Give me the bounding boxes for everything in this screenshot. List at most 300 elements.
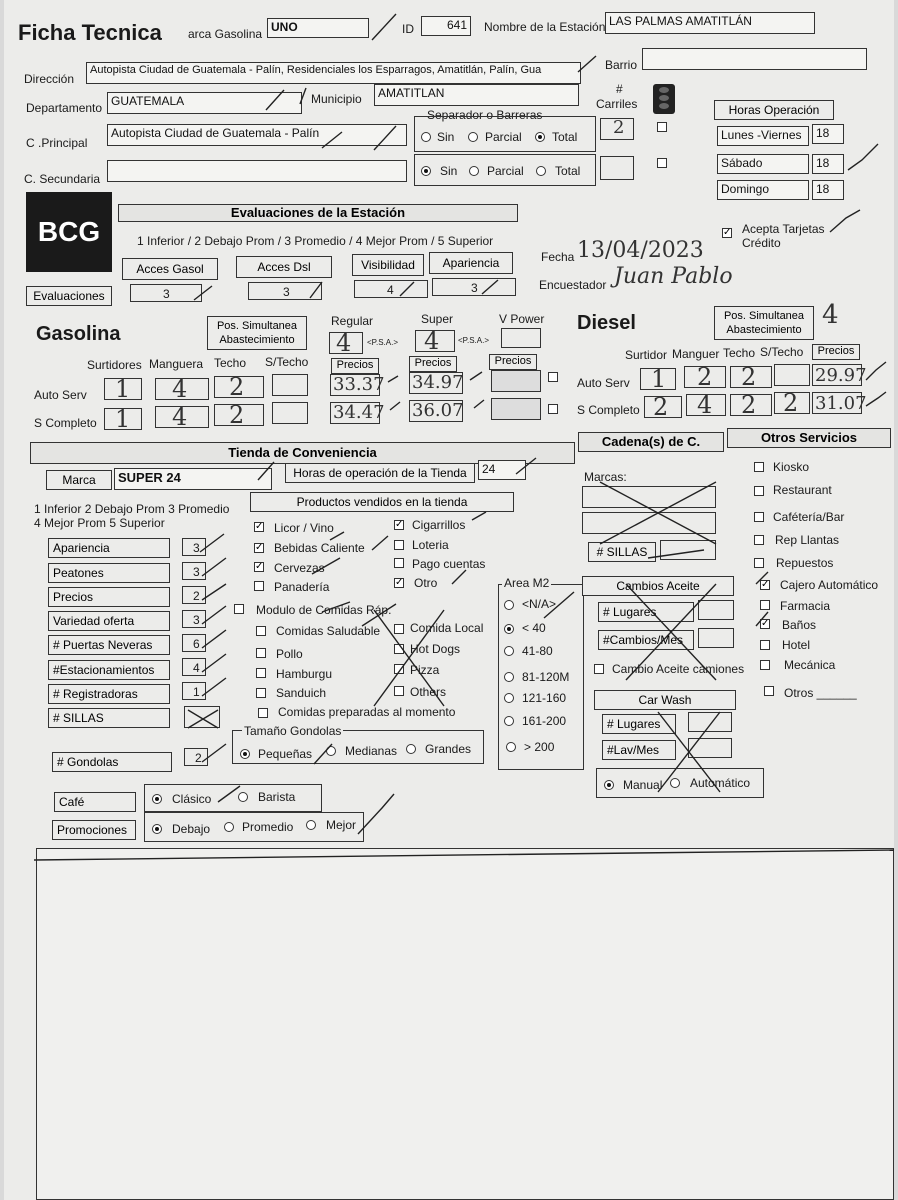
separador-secundaria-parcial-radio[interactable] [469,166,479,176]
panaderia-checkbox[interactable] [254,581,264,591]
opt-parcial-1: Parcial [485,130,522,144]
opt-sin-1: Sin [437,130,455,144]
banos-checkbox[interactable]: ✓ [761,618,770,629]
separador-label: Separador o Barreras [427,108,543,122]
tamano-label: Tamaño Gondolas [244,724,342,738]
col-manguera: Manguera [149,357,204,371]
domingo-hours[interactable]: 18 [812,180,844,200]
cafe-label: Café [54,792,136,812]
acepta-tarjetas-label: Acepta Tarjetas [742,222,825,236]
rating-estacionamientos-field[interactable] [182,658,206,676]
mecanica-label: Mecánica [784,658,836,672]
rating-registradoras-field[interactable] [182,682,206,700]
gas-auto-checkbox[interactable] [548,372,558,382]
comments-area[interactable] [36,848,894,1200]
regular-label: Regular [331,314,374,328]
rating-puertas-label: # Puertas Neveras [48,635,170,655]
repuestos-label: Repuestos [776,556,834,570]
evaluaciones-header: Evaluaciones de la Estación [118,204,518,222]
psa-super: <P.S.A.> [458,336,489,345]
diesel-auto-techo[interactable] [730,363,772,391]
acepta-tarjetas-checkbox[interactable]: ✓ [723,227,732,238]
hamburgu-label: Hamburgu [276,667,333,681]
promociones-label: Promociones [52,820,136,840]
encuestador-value[interactable]: Juan Pablo [614,264,733,289]
promo-promedio-radio[interactable] [224,822,234,832]
otros-servicios-header: Otros Servicios [727,428,891,448]
gasolina-pos-sim-line2: Abastecimiento [219,334,295,346]
gas-completo-techo[interactable] [214,401,264,429]
psa-regular: <P.S.A.> [367,338,398,347]
diesel-completo-stecho[interactable] [774,389,810,417]
tienda-scale-2: 4 Mejor Prom 5 Superior [34,516,165,530]
comidas-preparadas-checkbox[interactable] [258,708,268,718]
gas-auto-surtidores[interactable] [104,375,142,403]
modulo-comidas-label: Modulo de Comidas Ráp. [256,603,392,617]
gasolina-title: Gasolina [36,323,121,345]
gas-completo-super-price[interactable] [409,400,463,422]
area-121-160-radio[interactable] [504,693,514,703]
diesel-pos-sim-line2: Abastecimiento [726,324,802,336]
gas-auto-stecho[interactable] [272,374,308,396]
comidas-preparadas-label: Comidas preparadas al momento [278,705,456,719]
diesel-precios-header: Precios [812,344,860,360]
otros-checkbox[interactable] [764,686,774,696]
tienda-horas-field[interactable]: 24 [478,460,526,480]
cadena-sillas-label: # SILLAS [588,542,656,562]
gas-completo-manguera-value: 4 [172,403,188,431]
gas-completo-regular-price-value: 34.47 [333,402,385,423]
rating-variedad-label: Variedad oferta [48,611,170,631]
gas-completo-regular-price[interactable] [330,402,385,424]
cajero-label: Cajero Automático [780,578,879,592]
apariencia-button[interactable]: Apariencia [429,252,513,274]
cajero-checkbox[interactable]: ✓ [761,579,770,590]
carriles-value: 2 [613,117,625,138]
diesel-title: Diesel [577,312,636,334]
area-41-80-label: 41-80 [522,644,553,658]
cervezas-label: Cervezas [274,561,325,575]
diesel-auto-stecho[interactable] [774,364,810,386]
gas-auto-techo-value: 2 [229,373,245,401]
id-field[interactable]: 641 [421,16,471,36]
super-label: Super [421,312,454,326]
col-techo: Techo [214,356,247,370]
promo-mejor-radio[interactable] [306,820,316,830]
acces-dsl-field[interactable] [248,282,322,300]
tienda-scale-1: 1 Inferior 2 Debajo Prom 3 Promedio [34,502,230,516]
regular-pos-field[interactable] [329,329,363,357]
rating-estacionamientos-value: 4 [193,661,200,675]
diesel-auto-manguer[interactable] [684,363,726,391]
mecanica-checkbox[interactable] [760,660,770,670]
cafeteria-label: Cafétería/Bar [773,510,845,524]
rating-variedad-value: 3 [193,613,200,627]
rep-llantas-label: Rep Llantas [775,533,840,547]
diesel-col-stecho: S/Techo [760,345,804,359]
carwash-automatico-label: Automático [690,776,751,790]
gas-auto-vpower-price[interactable] [491,370,541,392]
area-81-120-label: 81-120M [522,670,570,684]
pago-cuentas-checkbox[interactable] [394,558,404,568]
gondolas-value: 2 [195,751,202,765]
cigarrillos-checkbox[interactable]: ✓ [395,519,404,530]
municipio-field[interactable]: AMATITLAN [374,84,579,106]
estacion-label: Nombre de la Estación [484,20,606,34]
rating-precios-field[interactable] [182,586,206,604]
carwash-manual-radio[interactable] [604,780,614,790]
cigarrillos-label: Cigarrillos [412,518,466,532]
tienda-horas-label: Horas de operación de la Tienda [285,463,475,483]
id-label: ID [402,22,414,36]
precios-regular-header: Precios [331,358,379,374]
pizza-label: Pizza [410,663,440,677]
rating-registradoras-label: # Registradoras [48,684,170,704]
gas-completo-stecho[interactable] [272,402,308,424]
rating-puertas-field[interactable] [182,634,206,652]
promo-debajo-radio[interactable] [152,824,162,834]
otros-label: Otros ______ [784,686,857,700]
opt-total-1: Total [552,130,578,144]
visibilidad-value: 4 [387,283,394,297]
rating-precios-label: Precios [48,587,170,607]
hotel-checkbox[interactable] [760,640,770,650]
diesel-pos-value[interactable]: 4 [822,300,839,330]
area-161-200-label: 161-200 [522,714,567,728]
diesel-col-manguer: Manguer [672,347,720,361]
gas-completo-surtidores-value: 1 [115,405,131,433]
gasolina-pos-simultanea [207,316,307,350]
productos-header: Productos vendidos en la tienda [250,492,514,512]
rating-sillas-label: # SILLAS [48,708,170,728]
gas-auto-regular-price-value: 33.37 [333,374,385,395]
carriles-principal-field[interactable] [600,118,634,140]
form-sheet [4,0,894,1200]
precios-super-header: Precios [409,356,457,372]
gas-auto-manguera[interactable] [155,375,209,403]
tienda-marca-label: Marca [46,470,112,490]
cafe-barista-label: Barista [258,790,296,804]
licor-checkbox[interactable]: ✓ [255,521,264,532]
municipio-label: Municipio [311,92,362,106]
area-gt200-label: > 200 [524,740,555,754]
diesel-completo-label: S Completo [577,403,640,417]
comidas-saludable-label: Comidas Saludable [276,624,381,638]
panaderia-label: Panadería [274,580,330,594]
cambios-mes-field[interactable] [698,628,734,648]
gas-completo-checkbox[interactable] [548,404,558,414]
opt-total-2: Total [555,164,581,178]
diesel-auto-price[interactable] [812,364,867,386]
tienda-header: Tienda de Conveniencia [30,442,575,464]
otro-label: Otro [414,576,438,590]
comidas-saludable-checkbox[interactable] [256,626,266,636]
area-121-160-label: 121-160 [522,691,567,705]
tienda-marca-field[interactable]: SUPER 24 [114,468,272,490]
separador-principal-sin-radio[interactable] [421,132,431,142]
gas-auto-super-price[interactable] [409,372,463,394]
loteria-label: Loteria [412,538,449,552]
diesel-auto-price-value: 29.97 [815,365,867,386]
marcas-label: Marcas: [584,470,627,484]
lav-mes-label: #Lav/Mes [602,740,676,760]
separador-secundaria-total-radio[interactable] [536,166,546,176]
farmacia-label: Farmacia [780,599,831,613]
rating-precios-value: 2 [193,589,200,603]
rating-apariencia-value: 3 [193,541,200,555]
area-lt40-label: < 40 [522,621,546,635]
rating-variedad-field[interactable] [182,610,206,628]
fecha-label: Fecha [541,250,575,264]
diesel-auto-surtidor-value: 1 [651,365,667,393]
rep-llantas-checkbox[interactable] [754,535,764,545]
bcg-logo: BCG [26,192,112,272]
rating-apariencia-label: Apariencia [48,538,170,558]
carriles-hash: # [616,82,623,96]
diesel-completo-price-value: 31.07 [815,393,867,414]
restaurant-checkbox[interactable] [754,486,764,496]
tamano-grandes-label: Grandes [425,742,472,756]
cafeteria-checkbox[interactable] [754,512,764,522]
super-pos-field[interactable] [415,327,455,355]
modulo-comidas-checkbox[interactable] [234,604,244,614]
diesel-completo-price[interactable] [812,392,867,414]
separador-principal-total-radio[interactable] [535,132,545,142]
lunes-viernes-label: Lunes -Viernes [717,126,809,146]
hamburgu-checkbox[interactable] [256,668,266,678]
gondolas-field[interactable] [184,748,208,766]
cervezas-checkbox[interactable]: ✓ [255,561,264,572]
cadena-header: Cadena(s) de C. [578,432,724,452]
loteria-checkbox[interactable] [394,540,404,550]
col-stecho: S/Techo [265,355,309,369]
precios-vpower-header: Precios [489,354,537,370]
car-wash-header: Car Wash [594,690,736,710]
separador-principal-parcial-radio[interactable] [468,132,478,142]
acces-dsl-value: 3 [283,285,290,299]
acces-gasol-button[interactable]: Acces Gasol [122,258,218,280]
vpower-pos-field[interactable] [501,328,541,348]
carriles-secundaria-field[interactable] [600,156,634,180]
diesel-auto-label: Auto Serv [577,376,630,390]
diesel-auto-surtidor[interactable] [640,365,676,393]
acces-gasol-field[interactable] [130,284,202,302]
c-secundaria-field[interactable] [107,160,407,182]
bebidas-label: Bebidas Caliente [274,541,365,555]
domingo-label: Domingo [717,180,809,200]
c-secundaria-label: C. Secundaria [24,172,101,186]
camiones-checkbox[interactable] [594,664,604,674]
gasolina-pos-sim-line1: Pos. Simultanea [216,320,298,332]
diesel-auto-manguer-value: 2 [697,363,713,391]
diesel-completo-stecho-value: 2 [783,389,799,417]
diesel-completo-techo[interactable] [730,391,772,419]
c-principal-field[interactable]: Autopista Ciudad de Guatemala - Palín [107,124,407,146]
barrio-field[interactable] [642,48,867,70]
gas-completo-surtidores[interactable] [104,405,142,433]
marcas-field-1[interactable] [582,486,716,508]
promo-mejor-label: Mejor [326,818,357,832]
apariencia-field[interactable] [432,278,516,296]
banos-label: Baños [782,618,817,632]
marcas-field-2[interactable] [582,512,716,534]
others-label: Others [410,685,447,699]
credito-label: Crédito [742,236,781,250]
pago-cuentas-label: Pago cuentas [412,557,486,571]
carwash-lugares-label: # Lugares [602,714,676,734]
cafe-clasico-radio[interactable] [152,794,162,804]
area-label: Area M2 [504,576,550,590]
marca-field[interactable]: UNO [267,18,369,38]
kiosko-label: Kiosko [773,460,810,474]
lunes-viernes-hours[interactable]: 18 [812,124,844,144]
rating-peatones-label: Peatones [48,563,170,583]
comida-local-label: Comida Local [410,621,484,635]
diesel-col-surtidor: Surtidor [625,348,668,362]
gas-completo-techo-value: 2 [229,401,245,429]
rating-registradoras-value: 1 [193,685,200,699]
rating-peatones-value: 3 [193,565,200,579]
carwash-manual-label: Manual [623,778,663,792]
page-title: Ficha Tecnica [18,20,162,45]
vpower-label: V Power [499,312,545,326]
area-81-120-radio[interactable] [504,672,514,682]
diesel-completo-manguer[interactable] [686,391,726,419]
cafe-barista-radio[interactable] [238,792,248,802]
estacion-field[interactable]: LAS PALMAS AMATITLÁN [605,12,815,34]
gas-auto-surtidores-value: 1 [115,375,131,403]
pollo-checkbox[interactable] [256,648,266,658]
restaurant-label: Restaurant [773,483,832,497]
super-pos-value: 4 [424,327,440,355]
kiosko-checkbox[interactable] [754,462,764,472]
tamano-grandes-radio[interactable] [406,744,416,754]
cadena-sillas-field[interactable] [660,540,716,560]
tamano-pequenas-label: Pequeñas [258,747,313,761]
departamento-field[interactable]: GUATEMALA [107,92,302,114]
area-na-radio[interactable] [504,600,514,610]
carwash-lugares-field[interactable] [688,712,732,732]
lav-mes-field[interactable] [688,738,732,758]
carriles-principal-checkbox[interactable] [657,122,667,132]
fecha-value[interactable]: 13/04/2023 [577,238,704,263]
regular-pos-value: 4 [336,329,352,357]
marca-label: arca Gasolina [188,27,263,41]
direccion-label: Dirección [24,72,75,86]
visibilidad-button[interactable]: Visibilidad [352,254,424,276]
comida-local-checkbox[interactable] [394,624,404,634]
gas-auto-techo[interactable] [214,373,264,401]
area-41-80-radio[interactable] [504,646,514,656]
barrio-label: Barrio [605,58,638,72]
sanduich-label: Sanduich [276,686,327,700]
area-gt200-radio[interactable] [506,742,516,752]
horas-operacion-header: Horas Operación [714,100,834,120]
encuestador-label: Encuestador [539,278,607,292]
departamento-label: Departamento [26,101,103,115]
hot-dogs-label: Hot Dogs [410,642,461,656]
c-principal-label: C .Principal [26,136,88,150]
hotel-label: Hotel [782,638,811,652]
licor-label: Licor / Vino [274,521,334,535]
cambios-lugares-label: # Lugares [598,602,694,622]
evaluaciones-scale: 1 Inferior / 2 Debajo Prom / 3 Promedio / 4 Mejor Prom / 5 Superior [137,234,494,248]
others-checkbox[interactable] [394,686,404,696]
sabado-label: Sábado [717,154,809,174]
rating-estacionamientos-label: #Estacionamientos [48,660,170,680]
rating-peatones-field[interactable] [182,562,206,580]
tamano-pequenas-radio[interactable] [240,749,250,759]
cafe-clasico-label: Clásico [172,792,212,806]
gas-completo-label: S Completo [34,416,97,430]
diesel-pos-sim-line1: Pos. Simultanea [723,310,805,322]
camiones-label: Cambio Aceite camiones [612,662,745,676]
cambios-lugares-field[interactable] [698,600,734,620]
hot-dogs-checkbox[interactable] [394,644,404,654]
col-surtidores: Surtidores [87,358,142,372]
gas-auto-manguera-value: 4 [172,375,188,403]
area-lt40-radio[interactable] [504,624,514,634]
cambios-mes-label: #Cambios/Mes [598,630,694,650]
area-na-label: <N/A> [522,597,557,611]
sanduich-checkbox[interactable] [256,688,266,698]
gondolas-label: # Gondolas [52,752,172,772]
gas-completo-manguera[interactable] [155,403,209,431]
apariencia-value: 3 [471,281,478,295]
cambios-aceite-header: Cambios Aceite [582,576,734,596]
promo-debajo-label: Debajo [172,822,211,836]
tamano-medianas-label: Medianas [345,744,398,758]
carwash-automatico-radio[interactable] [670,778,680,788]
separador-secundaria-sin-radio[interactable] [421,166,431,176]
opt-sin-2: Sin [440,164,458,178]
opt-parcial-2: Parcial [487,164,524,178]
rating-puertas-value: 6 [193,637,200,651]
promo-promedio-label: Promedio [242,820,294,834]
gas-auto-label: Auto Serv [34,388,87,402]
direccion-field[interactable]: Autopista Ciudad de Guatemala - Palín, Residenciales los Esparragos, Amatitlán, Palín, Gua [86,62,581,84]
bebidas-checkbox[interactable]: ✓ [255,542,264,553]
otro-checkbox[interactable]: ✓ [395,577,404,588]
diesel-col-techo: Techo [723,346,756,360]
diesel-completo-manguer-value: 4 [697,391,713,419]
pizza-checkbox[interactable] [394,664,404,674]
tamano-medianas-radio[interactable] [326,746,336,756]
gas-auto-regular-price[interactable] [330,374,385,396]
gas-auto-super-price-value: 34.97 [412,372,464,393]
diesel-auto-techo-value: 2 [741,363,757,391]
farmacia-checkbox[interactable] [760,600,770,610]
gas-completo-vpower-price[interactable] [491,398,541,420]
rating-apariencia-field[interactable] [182,538,206,556]
repuestos-checkbox[interactable] [754,558,764,568]
acces-dsl-button[interactable]: Acces Dsl [236,256,332,278]
diesel-pos-simultanea [714,306,814,340]
pollo-label: Pollo [276,647,303,661]
sabado-hours[interactable]: 18 [812,154,844,174]
carriles-secundaria-checkbox[interactable] [657,158,667,168]
acces-gasol-value: 3 [163,287,170,301]
carriles-label: Carriles [596,97,638,111]
diesel-completo-surtidor[interactable] [644,393,682,421]
area-161-200-radio[interactable] [504,716,514,726]
diesel-completo-techo-value: 2 [741,391,757,419]
visibilidad-field[interactable] [354,280,428,298]
traffic-light-icon [653,84,675,114]
rating-sillas-field[interactable] [184,706,220,728]
evaluaciones-button[interactable]: Evaluaciones [26,286,112,306]
gas-completo-super-price-value: 36.07 [412,400,464,421]
